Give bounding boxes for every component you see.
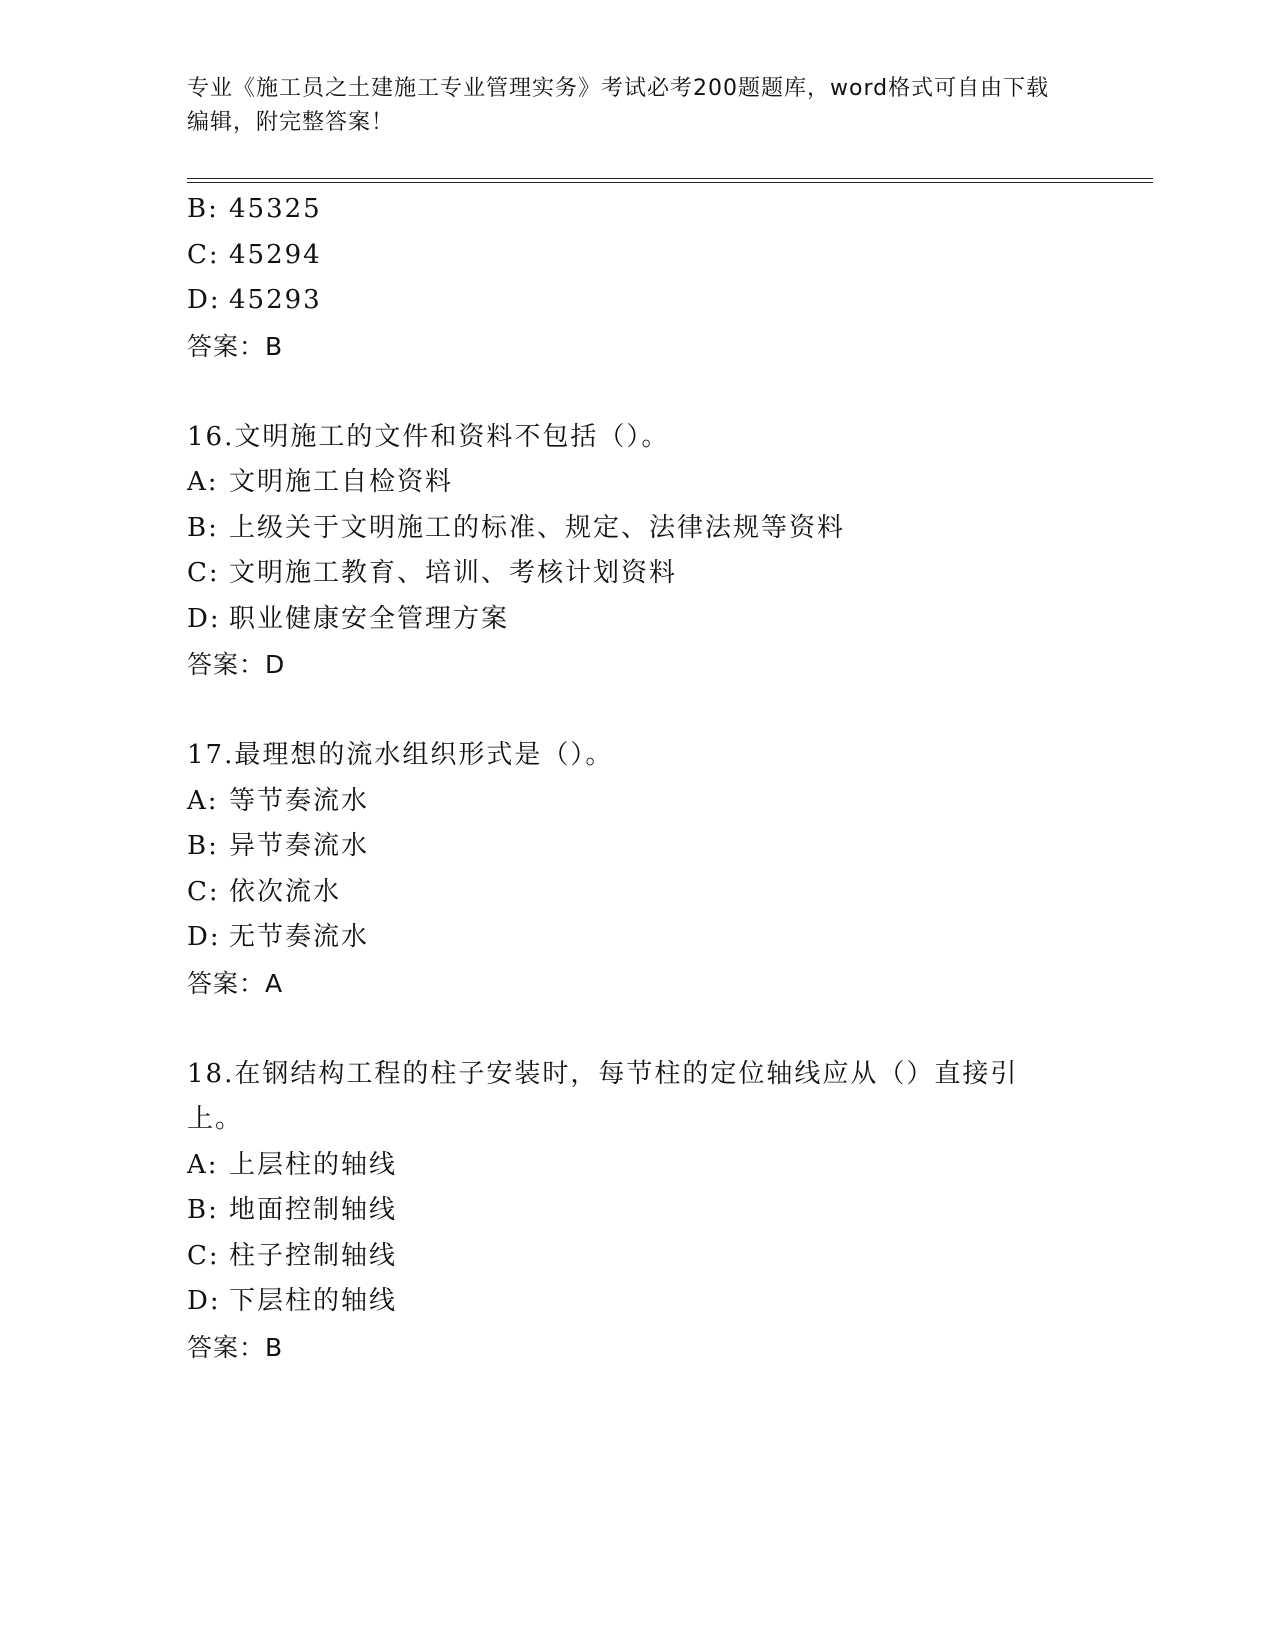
- answer: 答案：B: [187, 1332, 284, 1362]
- option-text: 等节奏流水: [229, 785, 370, 816]
- answer: 答案：B: [187, 331, 284, 361]
- header-divider: [187, 178, 1153, 183]
- option-c: [187, 870, 1087, 916]
- question-stem: 18.在钢结构工程的柱子安装时，每节柱的定位轴线应从（）直接引上。: [187, 1058, 1019, 1134]
- option-text: 无节奏流水: [229, 922, 370, 952]
- option-b: [187, 506, 1087, 552]
- option-text: 地面控制轴线: [229, 1195, 398, 1225]
- option-letter: C:: [187, 1240, 220, 1271]
- option-text: 45325: [229, 194, 322, 224]
- option-c: [187, 233, 1087, 279]
- option-text: 异节奏流水: [229, 831, 370, 861]
- question-stem: 16.文明施工的文件和资料不包括（）。: [187, 421, 670, 452]
- option-text: 文明施工自检资料: [229, 467, 454, 497]
- option-c: [187, 551, 1087, 597]
- option-b: [187, 187, 1087, 233]
- answer: 答案：A: [187, 968, 284, 998]
- option-b: [187, 824, 1087, 870]
- page-header: [187, 72, 1067, 140]
- option-text: 上级关于文明施工的标准、规定、法律法规等资料: [229, 512, 846, 543]
- option-d: [187, 915, 1087, 961]
- option-b: [187, 1188, 1087, 1234]
- question-stem: 17.最理想的流水组织形式是（）。: [187, 740, 614, 770]
- option-a: [187, 779, 1087, 825]
- option-text: 上层柱的轴线: [229, 1149, 398, 1180]
- option-letter: A:: [187, 785, 219, 816]
- option-text: 柱子控制轴线: [229, 1240, 398, 1271]
- option-letter: D:: [187, 1286, 221, 1316]
- option-text: 文明施工教育、培训、考核计划资料: [229, 558, 678, 588]
- option-text: 依次流水: [229, 876, 342, 907]
- option-letter: A:: [187, 1149, 219, 1180]
- option-letter: B:: [187, 831, 219, 861]
- option-text: 45293: [229, 285, 322, 315]
- option-letter: D:: [187, 285, 221, 315]
- option-d: [187, 278, 1087, 324]
- option-letter: A:: [187, 467, 219, 497]
- option-letter: B:: [187, 194, 219, 224]
- question-16: [187, 415, 1087, 688]
- option-d: [187, 597, 1087, 643]
- option-letter: B:: [187, 512, 219, 543]
- option-letter: D:: [187, 922, 221, 952]
- question-17: [187, 733, 1087, 1006]
- option-letter: D:: [187, 603, 221, 634]
- option-letter: C:: [187, 239, 220, 270]
- partial-question: [187, 187, 1087, 369]
- question-list: [187, 187, 1087, 1370]
- option-letter: C:: [187, 876, 220, 907]
- document-title: 专业《施工员之土建施工专业管理实务》考试必考200题题库，word格式可自由下载编辑，附完整答案！: [187, 76, 1050, 135]
- option-letter: C:: [187, 558, 220, 588]
- option-c: [187, 1234, 1087, 1280]
- option-a: [187, 1143, 1087, 1189]
- option-letter: B:: [187, 1195, 219, 1225]
- option-text: 职业健康安全管理方案: [229, 603, 510, 634]
- question-18: [187, 1052, 1087, 1371]
- option-a: [187, 460, 1087, 506]
- answer: 答案：D: [187, 650, 286, 679]
- option-d: [187, 1279, 1087, 1325]
- option-text: 45294: [229, 239, 322, 270]
- option-text: 下层柱的轴线: [229, 1286, 398, 1316]
